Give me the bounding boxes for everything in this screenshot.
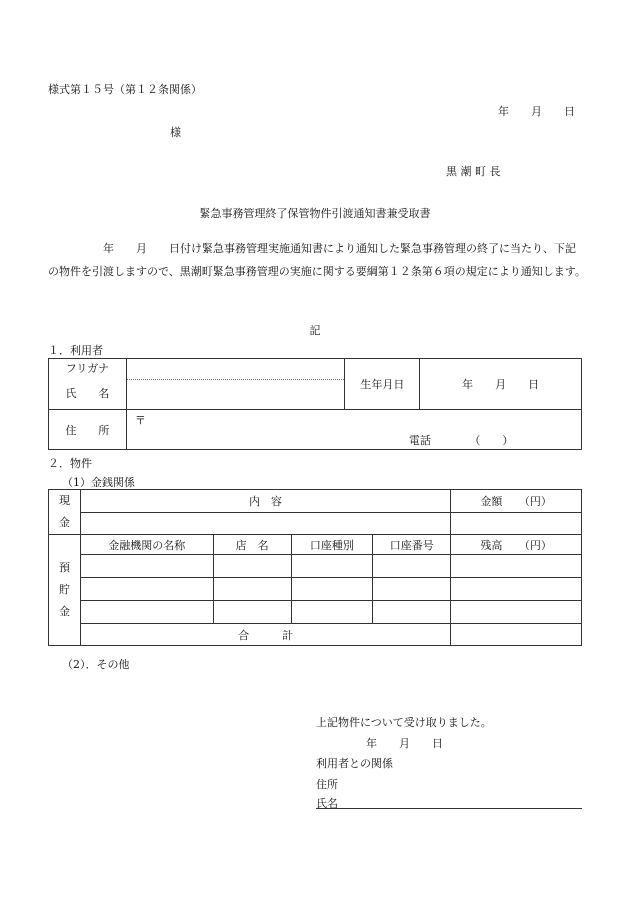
ki-mark: 記 xyxy=(309,324,321,337)
furigana-name-label-cell xyxy=(49,359,127,410)
sender: 黒 潮 町 長 xyxy=(446,165,501,178)
account-type-header: 口座種別 xyxy=(291,535,373,555)
balance-field[interactable] xyxy=(451,555,582,578)
balance-field[interactable] xyxy=(451,601,582,624)
furigana-field[interactable] xyxy=(127,359,345,380)
branch-field[interactable] xyxy=(213,578,291,601)
branch-field[interactable] xyxy=(213,555,291,578)
section2-heading: ２．物件 xyxy=(48,457,92,470)
receipt-date: 年 月 日 xyxy=(366,737,443,750)
total-label: 合 計 xyxy=(80,624,450,646)
name-field[interactable] xyxy=(127,380,345,409)
account-type-field[interactable] xyxy=(291,601,373,624)
deposit-label-char: 貯 xyxy=(58,583,70,596)
cash-label-char: 金 xyxy=(58,516,70,529)
bank-name-field[interactable] xyxy=(80,578,213,601)
account-number-field[interactable] xyxy=(373,601,451,624)
receipt-name-label: 氏名 xyxy=(316,797,338,810)
issue-date: 年 月 日 xyxy=(498,105,575,118)
cash-label xyxy=(49,490,81,535)
other-subheading: （2）．その他 xyxy=(62,658,130,671)
money-table xyxy=(48,489,582,646)
signature-line[interactable] xyxy=(316,808,582,809)
total-amount-field[interactable] xyxy=(451,624,582,646)
cash-amount-field[interactable] xyxy=(451,512,582,535)
user-table xyxy=(48,358,582,450)
account-number-field[interactable] xyxy=(373,578,451,601)
cash-label-char: 現 xyxy=(58,494,70,507)
branch-field[interactable] xyxy=(213,601,291,624)
receipt-address-label: 住所 xyxy=(316,778,338,791)
furigana-label: フリガナ xyxy=(65,362,110,375)
content-header: 内 容 xyxy=(80,490,450,513)
account-type-field[interactable] xyxy=(291,555,373,578)
branch-header: 店 名 xyxy=(213,535,291,555)
account-number-field[interactable] xyxy=(373,555,451,578)
amount-header: 金額 （円） xyxy=(451,490,582,513)
bank-name-field[interactable] xyxy=(80,555,213,578)
birth-label: 生年月日 xyxy=(345,359,420,410)
deposit-label-char: 金 xyxy=(58,605,70,618)
name-input-cell[interactable] xyxy=(126,359,345,410)
form-number: 様式第１５号（第１２条関係） xyxy=(48,83,202,96)
relation-label: 利用者との関係 xyxy=(316,757,393,770)
address-label: 住 所 xyxy=(49,410,127,450)
body-paragraph: 年 月 日付け緊急事務管理実施通知書により通知した緊急事務管理の終了に当たり、下記の物件を引渡しますので、黒潮町緊急事務管理の実施に関する要綱第１２条第６項の規定により通知します。 xyxy=(48,242,586,278)
account-number-header: 口座番号 xyxy=(373,535,451,555)
account-type-field[interactable] xyxy=(291,578,373,601)
addressee: 様 xyxy=(170,126,181,139)
receipt-statement: 上記物件について受け取りました。 xyxy=(316,716,492,729)
birth-date-field[interactable]: 年 月 日 xyxy=(420,359,582,410)
phone-label: 電話 （ ） xyxy=(408,434,514,447)
section1-heading: １．利用者 xyxy=(48,344,103,357)
name-label: 氏 名 xyxy=(65,387,110,400)
bank-name-header: 金融機関の名称 xyxy=(80,535,213,555)
balance-header: 残高 （円） xyxy=(451,535,582,555)
deposit-label xyxy=(49,535,81,646)
address-field[interactable] xyxy=(126,410,581,450)
balance-field[interactable] xyxy=(451,578,582,601)
cash-content-field[interactable] xyxy=(80,512,450,535)
postal-mark: 〒 xyxy=(134,414,146,427)
money-subheading: （1）金銭関係 xyxy=(62,476,135,489)
bank-name-field[interactable] xyxy=(80,601,213,624)
deposit-label-char: 預 xyxy=(58,561,70,574)
document-title: 緊急事務管理終了保管物件引渡通知書兼受取書 xyxy=(199,207,431,220)
